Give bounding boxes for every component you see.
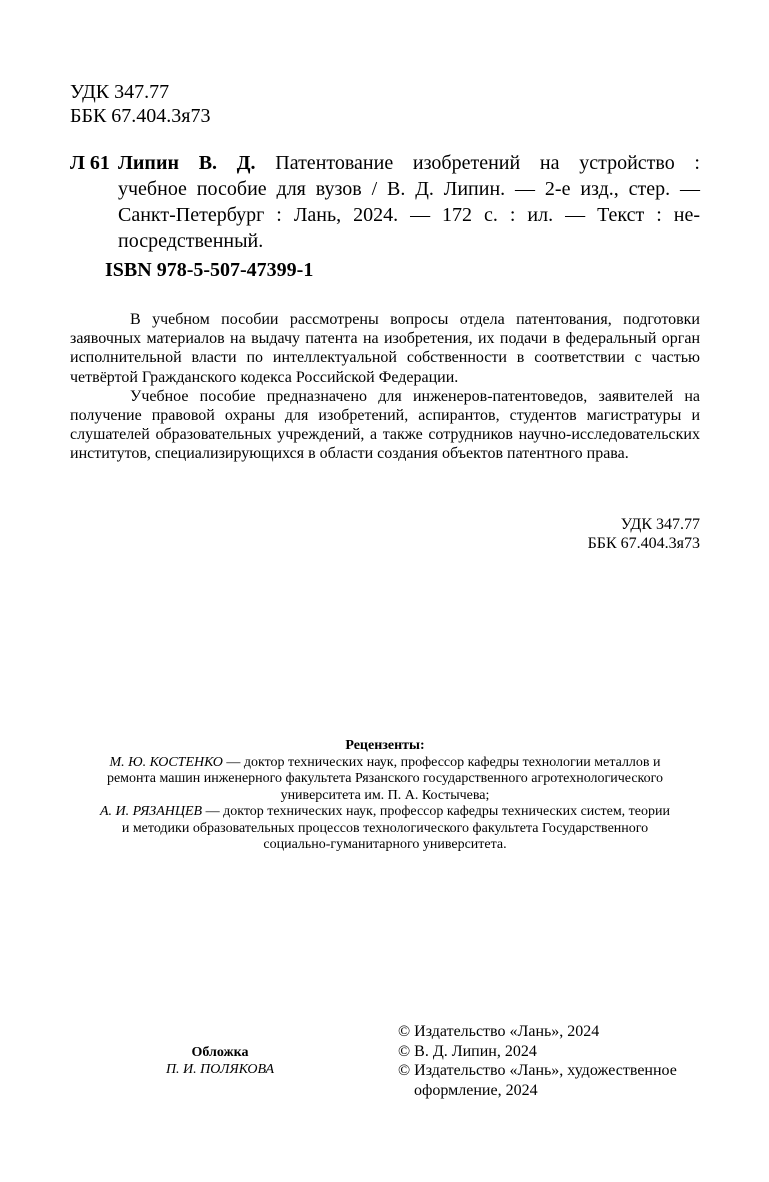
bbk-code-bottom: ББК 67.404.3я73 — [587, 535, 700, 552]
copyright-notices — [398, 1022, 718, 1100]
copyright-line-2: © В. Д. Липин, 2024 — [398, 1042, 537, 1060]
reviewers-heading: Рецензенты: — [345, 738, 425, 753]
udk-code-bottom: УДК 347.77 — [620, 516, 700, 533]
cover-heading: Обложка — [191, 1045, 249, 1060]
reviewer-2-desc-3: социально-гуманитарного университета. — [263, 837, 507, 852]
reviewer-1-desc-1: — доктор технических наук, профессор кафедры технологии металлов и — [222, 754, 661, 770]
cover-designer: П. И. ПОЛЯКОВА — [165, 1061, 275, 1077]
entry-line-2: учебное пособие для вузов / В. Д. Липин. — 2-е изд., стер. — — [118, 178, 700, 200]
classification-block — [70, 80, 211, 128]
reviewer-1 — [70, 755, 700, 805]
reviewer-2-desc-1: — доктор технических наук, профессор кафедры технических систем, теории — [202, 804, 670, 819]
udk-code: УДК 347.77 — [70, 81, 170, 103]
isbn: ISBN 978-5-507-47399-1 — [105, 259, 314, 281]
author-name: Липин В. Д. — [118, 152, 256, 174]
entry-line-1 — [118, 150, 700, 176]
reviewer-2-desc-2: и методики образовательных процессов технологического факультета Государственного — [121, 820, 649, 836]
reviewer-2 — [70, 804, 700, 854]
annotation-paragraph-1: В учебном пособии рассмотрены вопросы отдела патентования, подготовки заявочных материалов на выдачу патента на изобретения, их подачи в федеральный орган исполнительной власти по интеллектуальной собственности в соответствии с частью четвёртой Гражданского кодекса Российской Федерации. — [70, 311, 700, 386]
copyright-line-3: © Издательство «Лань», художественное — [398, 1062, 677, 1079]
reviewer-2-name: А. И. РЯЗАНЦЕВ — [99, 804, 203, 819]
reviewers-block — [70, 738, 700, 854]
copyright-line-1: © Издательство «Лань», 2024 — [398, 1023, 600, 1040]
reviewer-1-desc-2: ремонта машин инженерного факультета Рязанского государственного агротехнологического — [106, 771, 664, 786]
reviewer-1-name: М. Ю. КОСТЕНКО — [109, 754, 223, 770]
entry-line-3: Санкт-Петербург : Лань, 2024. — 172 с. : ил. — Текст : не- — [118, 204, 700, 226]
entry-line-4: посредственный. — [118, 230, 264, 252]
bbk-code: ББК 67.404.3я73 — [70, 105, 211, 127]
classification-block-bottom — [588, 515, 700, 553]
bibliographic-record — [70, 150, 700, 254]
book-title: Патентование изобретений на устройство : — [255, 152, 700, 174]
annotation-paragraph-2: Учебное пособие предназначено для инженеров-патентоведов, заявителей на получение правовой охраны для изобретений, аспирантов, студентов магистратуры и слушателей образовательных учреждений, а также сотрудников научно-исследовательских институтов, специализирующихся в области создания объектов патентного права. — [70, 387, 700, 463]
cover-credit — [150, 1045, 290, 1078]
bibliographic-entry — [118, 150, 700, 254]
copyright-line-4: оформление, 2024 — [414, 1081, 538, 1099]
reviewer-1-desc-3: университета им. П. А. Костычева; — [280, 787, 490, 803]
author-mark: Л 61 — [70, 152, 110, 174]
annotation — [70, 310, 700, 464]
